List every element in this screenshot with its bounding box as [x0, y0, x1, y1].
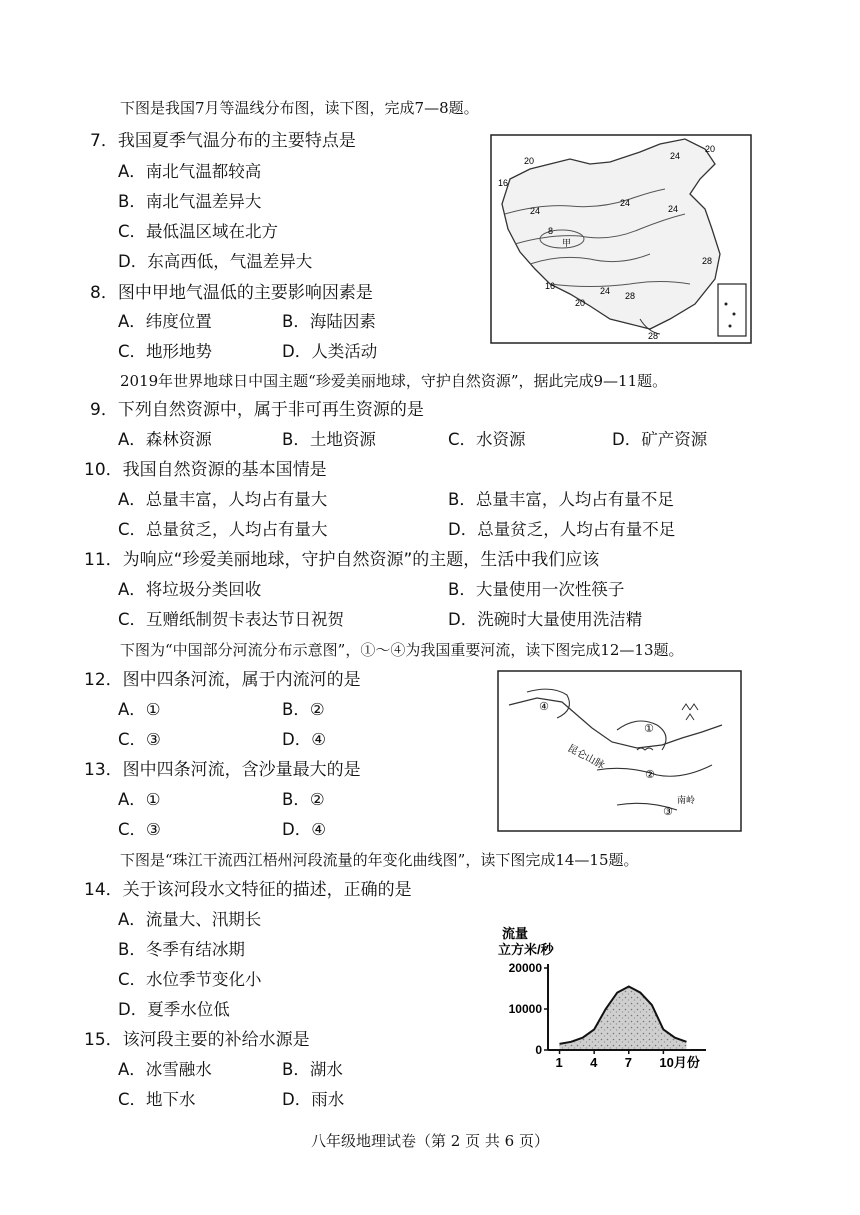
- question-14-stem: 14．关于该河段水文特征的描述，正确的是: [84, 880, 412, 900]
- chart-ylabel: 立方米/秒: [498, 942, 554, 957]
- july-isotherm-map: [490, 134, 752, 344]
- intro-9-11: 2019年世界地球日中国主题“珍爱美丽地球，守护自然资源”，据此完成9—11题。: [120, 372, 668, 390]
- isotherm-label: 20: [705, 144, 716, 154]
- q12-option-b[interactable]: B．②: [282, 700, 325, 719]
- isotherm-label: 20: [524, 156, 535, 166]
- isotherm-label: 20: [575, 298, 586, 308]
- isotherm-label: 24: [670, 151, 681, 161]
- intro-14-15: 下图是“珠江干流西江梧州河段流量的年变化曲线图”，读下图完成14—15题。: [120, 851, 639, 869]
- y-tick-label: 20000: [508, 961, 542, 975]
- q10-option-d[interactable]: D．总量贫乏，人均占有量不足: [448, 520, 676, 539]
- nanling-label: 南岭: [677, 795, 696, 805]
- y-tick-label: 10000: [508, 1002, 542, 1016]
- x-tick-label: 4: [590, 1055, 598, 1070]
- q14-option-b[interactable]: B．冬季有结冰期: [118, 940, 245, 959]
- x-tick-label: 7: [624, 1055, 633, 1070]
- isotherm-label: 24: [530, 206, 541, 216]
- q11-option-b[interactable]: B．大量使用一次性筷子: [448, 580, 625, 599]
- q9-option-d[interactable]: D．矿产资源: [612, 430, 708, 449]
- question-11-stem: 11．为响应“珍爱美丽地球，守护自然资源”的主题，生活中我们应该: [84, 550, 600, 570]
- q13-option-c[interactable]: C．③: [118, 820, 161, 839]
- intro-7-8: 下图是我国7月等温线分布图，读下图，完成7—8题。: [120, 99, 479, 117]
- isotherm-label: 28: [702, 256, 713, 266]
- page-footer: 八年级地理试卷（第 2 页 共 6 页）: [311, 1132, 549, 1150]
- isotherm-label: 24: [668, 204, 679, 214]
- x-tick-label: 1: [555, 1055, 563, 1070]
- q14-option-c[interactable]: C．水位季节变化小: [118, 970, 262, 989]
- q9-option-b[interactable]: B．土地资源: [282, 430, 376, 449]
- q11-option-a[interactable]: A．将垃圾分类回收: [118, 580, 262, 599]
- isotherm-label: 8: [548, 226, 554, 236]
- q10-option-b[interactable]: B．总量丰富，人均占有量不足: [448, 490, 674, 509]
- q10-option-a[interactable]: A．总量丰富，人均占有量大: [118, 490, 328, 509]
- q15-option-a[interactable]: A．冰雪融水: [118, 1060, 212, 1079]
- q14-option-a[interactable]: A．流量大、汛期长: [118, 910, 262, 929]
- river-flow-chart: [480, 918, 740, 1078]
- isotherm-label: 28: [625, 291, 636, 301]
- q15-option-b[interactable]: B．湖水: [282, 1060, 343, 1079]
- river-label-4: ④: [539, 701, 549, 713]
- isotherm-label: 24: [600, 286, 611, 296]
- q15-option-d[interactable]: D．雨水: [282, 1090, 345, 1109]
- q10-option-c[interactable]: C．总量贫乏，人均占有量大: [118, 520, 328, 539]
- q7-option-b[interactable]: B．南北气温差异大: [118, 192, 262, 211]
- q9-option-c[interactable]: C．水资源: [448, 430, 526, 449]
- flow-area: [560, 986, 687, 1050]
- question-9-stem: 9．下列自然资源中，属于非可再生资源的是: [90, 400, 424, 420]
- river-label-1: ①: [644, 723, 654, 735]
- chart-title: 流量: [502, 926, 529, 941]
- y-tick-label: 0: [535, 1043, 542, 1057]
- q14-option-d[interactable]: D．夏季水位低: [118, 1000, 230, 1019]
- q15-option-c[interactable]: C．地下水: [118, 1090, 196, 1109]
- question-10-stem: 10．我国自然资源的基本国情是: [84, 460, 327, 480]
- q11-option-d[interactable]: D．洗碗时大量使用洗洁精: [448, 610, 643, 629]
- x-tick-label: 10月份: [659, 1055, 700, 1070]
- isotherm-label: 16: [545, 281, 556, 291]
- q12-option-c[interactable]: C．③: [118, 730, 161, 749]
- china-rivers-map: [497, 670, 742, 832]
- q8-option-c[interactable]: C．地形地势: [118, 342, 213, 361]
- isotherm-label: 24: [620, 198, 631, 208]
- question-12-stem: 12．图中四条河流，属于内流河的是: [84, 670, 361, 690]
- q8-option-b[interactable]: B．海陆因素: [282, 312, 376, 331]
- kunlun-mountains-label: 昆仑山脉: [565, 742, 607, 772]
- q7-option-a[interactable]: A．南北气温都较高: [118, 162, 262, 181]
- q7-option-d[interactable]: D．东高西低，气温差异大: [118, 252, 313, 271]
- river-label-3: ③: [663, 806, 673, 818]
- question-7-stem: 7．我国夏季气温分布的主要特点是: [90, 131, 356, 151]
- q8-option-a[interactable]: A．纬度位置: [118, 312, 212, 331]
- q12-option-a[interactable]: A．①: [118, 700, 161, 719]
- question-13-stem: 13．图中四条河流，含沙量最大的是: [84, 760, 361, 780]
- q8-option-d[interactable]: D．人类活动: [282, 342, 378, 361]
- intro-12-13: 下图为“中国部分河流分布示意图”，①～④为我国重要河流，读下图完成12—13题。: [120, 641, 684, 659]
- river-label-2: ②: [645, 769, 655, 781]
- isotherm-label: 16: [498, 178, 509, 188]
- question-15-stem: 15．该河段主要的补给水源是: [84, 1030, 310, 1050]
- place-label-jia: 甲: [562, 238, 572, 248]
- isotherm-label: 28: [648, 331, 659, 341]
- q12-option-d[interactable]: D．④: [282, 730, 326, 749]
- q13-option-d[interactable]: D．④: [282, 820, 326, 839]
- q13-option-a[interactable]: A．①: [118, 790, 161, 809]
- q7-option-c[interactable]: C．最低温区域在北方: [118, 222, 279, 241]
- q13-option-b[interactable]: B．②: [282, 790, 325, 809]
- q9-option-a[interactable]: A．森林资源: [118, 430, 212, 449]
- question-8-stem: 8．图中甲地气温低的主要影响因素是: [90, 283, 373, 303]
- q11-option-c[interactable]: C．互赠纸制贺卡表达节日祝贺: [118, 610, 345, 629]
